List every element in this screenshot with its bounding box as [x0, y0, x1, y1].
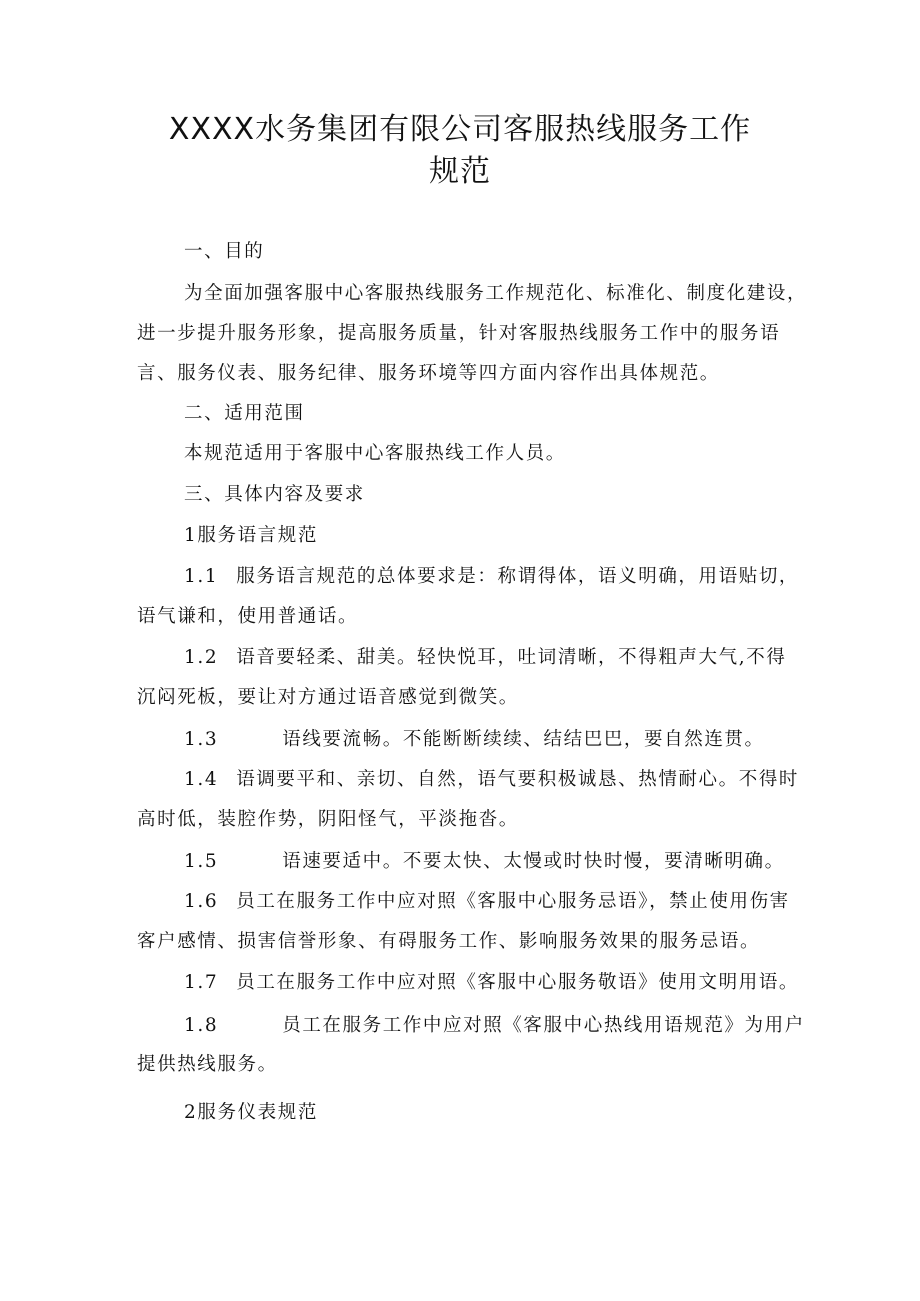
- item-text: 语音要轻柔、甜美。轻快悦耳，吐词清晰，不得粗声大气,不得: [236, 647, 787, 668]
- item-text: 语速要适中。不要太快、太慢或时快时慢，要清晰明确。: [282, 851, 785, 872]
- list-item: [184, 563, 799, 591]
- subsection-heading: 2服务仪表规范: [184, 1102, 318, 1123]
- list-item: [184, 644, 786, 672]
- subsection-heading: 1服务语言规范: [184, 525, 318, 546]
- item-number: 1.5: [184, 851, 219, 872]
- paragraph-line: 为全面加强客服中心客服热线服务工作规范化、标准化、制度化建设，: [184, 283, 808, 304]
- item-number: 1.7: [184, 972, 219, 993]
- list-item: [184, 726, 765, 754]
- section-heading-requirements: 三、具体内容及要求: [184, 484, 365, 505]
- item-number: 1.3: [184, 729, 219, 750]
- list-item: [184, 888, 790, 916]
- list-item: [184, 1012, 805, 1040]
- item-text: 语调要平和、亲切、自然，语气要积极诚恳、热情耐心。不得时: [236, 769, 800, 790]
- paragraph-line: 本规范适用于客服中心客服热线工作人员。: [184, 443, 566, 464]
- list-item: [184, 848, 785, 876]
- paragraph-line: 高时低，装腔作势，阴阳怪气，平淡拖沓。: [137, 809, 519, 830]
- item-number: 1.1: [184, 566, 219, 587]
- paragraph-line: 客户感情、损害信誉形象、有碍服务工作、影响服务效果的服务忌语。: [137, 931, 761, 952]
- paragraph-line: 言、服务仪表、服务纪律、服务环境等四方面内容作出具体规范。: [137, 363, 720, 384]
- item-text: 员工在服务工作中应对照《客服中心热线用语规范》为用户: [282, 1015, 805, 1036]
- paragraph-line: 提供热线服务。: [137, 1054, 278, 1075]
- document-title-line-1: XXXX水务集团有限公司客服热线服务工作: [168, 112, 752, 147]
- list-item: [184, 766, 799, 794]
- item-number: 1.8: [184, 1015, 219, 1036]
- section-heading-purpose: 一、目的: [184, 241, 265, 262]
- item-text: 员工在服务工作中应对照《客服中心服务忌语》，禁止使用伤害: [236, 891, 790, 912]
- list-item: [184, 969, 799, 997]
- item-number: 1.6: [184, 891, 219, 912]
- paragraph-line: 进一步提升服务形象，提高服务质量，针对客服热线服务工作中的服务语: [137, 323, 781, 344]
- item-number: 1.2: [184, 647, 219, 668]
- section-heading-scope: 二、适用范围: [184, 403, 305, 424]
- item-text: 语线要流畅。不能断断续续、结结巴巴，要自然连贯。: [282, 729, 765, 750]
- paragraph-line: 语气谦和，使用普通话。: [137, 606, 359, 627]
- item-number: 1.4: [184, 769, 219, 790]
- paragraph-line: 沉闷死板，要让对方通过语音感觉到微笑。: [137, 687, 519, 708]
- item-text: 员工在服务工作中应对照《客服中心服务敬语》使用文明用语。: [236, 972, 800, 993]
- item-text: 服务语言规范的总体要求是：称谓得体，语义明确，用语贴切，: [236, 566, 800, 587]
- document-title-line-2: 规范: [429, 154, 491, 189]
